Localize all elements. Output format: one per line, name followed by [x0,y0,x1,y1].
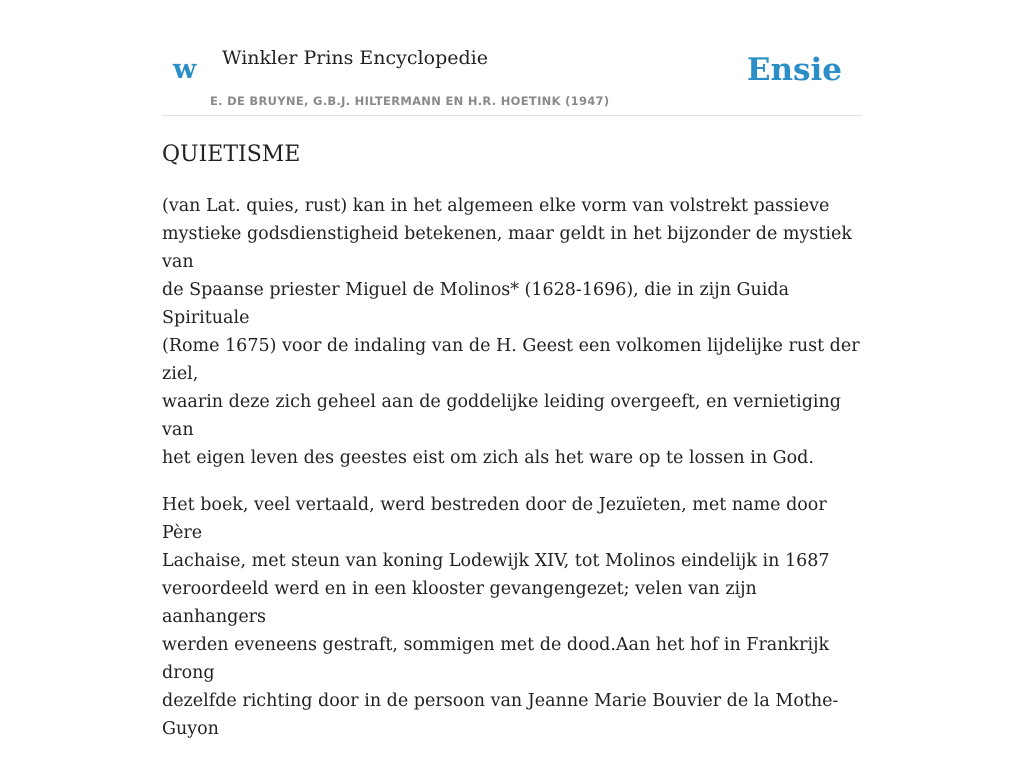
winkler-prins-logo[interactable]: w [173,54,197,85]
site-header [162,40,862,116]
article-body [162,192,862,762]
article-paragraph: (van Lat. quies, rust) kan in het algemeen elke vorm van volstrekt passieve mystieke godsdienstigheid betekenen, maar geldt in het bijzonder de mystiek van de Spaanse priester Miguel de Molinos* (1628-1696), die in zijn Guida Spirituale (Rome 1675) voor de indaling van de H. Geest een volkomen lijdelijke rust der ziel, waarin deze zich geheel aan de goddelijke leiding overgeeft, en vernietiging van het eigen leven des geestes eist om zich als het ware op te lossen in God. [162,196,860,468]
source-title[interactable]: Winkler Prins Encyclopedie [222,47,488,69]
ensie-logo[interactable]: Ensie [746,52,842,88]
source-authors: E. DE BRUYNE, G.B.J. HILTERMANN EN H.R. HOETINK (1947) [210,94,610,108]
article-title: QUIETISME [162,142,301,167]
article-paragraph: Het boek, veel vertaald, werd bestreden door de Jezuïeten, met name door Père Lachaise, met steun van koning Lodewijk XIV, tot Molinos eindelijk in 1687 veroordeeld werd en in een klooster gevangengezet; velen van zijn aanhangers werden eveneens gestraft, sommigen met de dood.Aan het hof in Frankrijk drong dezelfde richting door in de persoon van Jeanne Marie Bouvier de la Mothe-Guyon [162,495,839,739]
